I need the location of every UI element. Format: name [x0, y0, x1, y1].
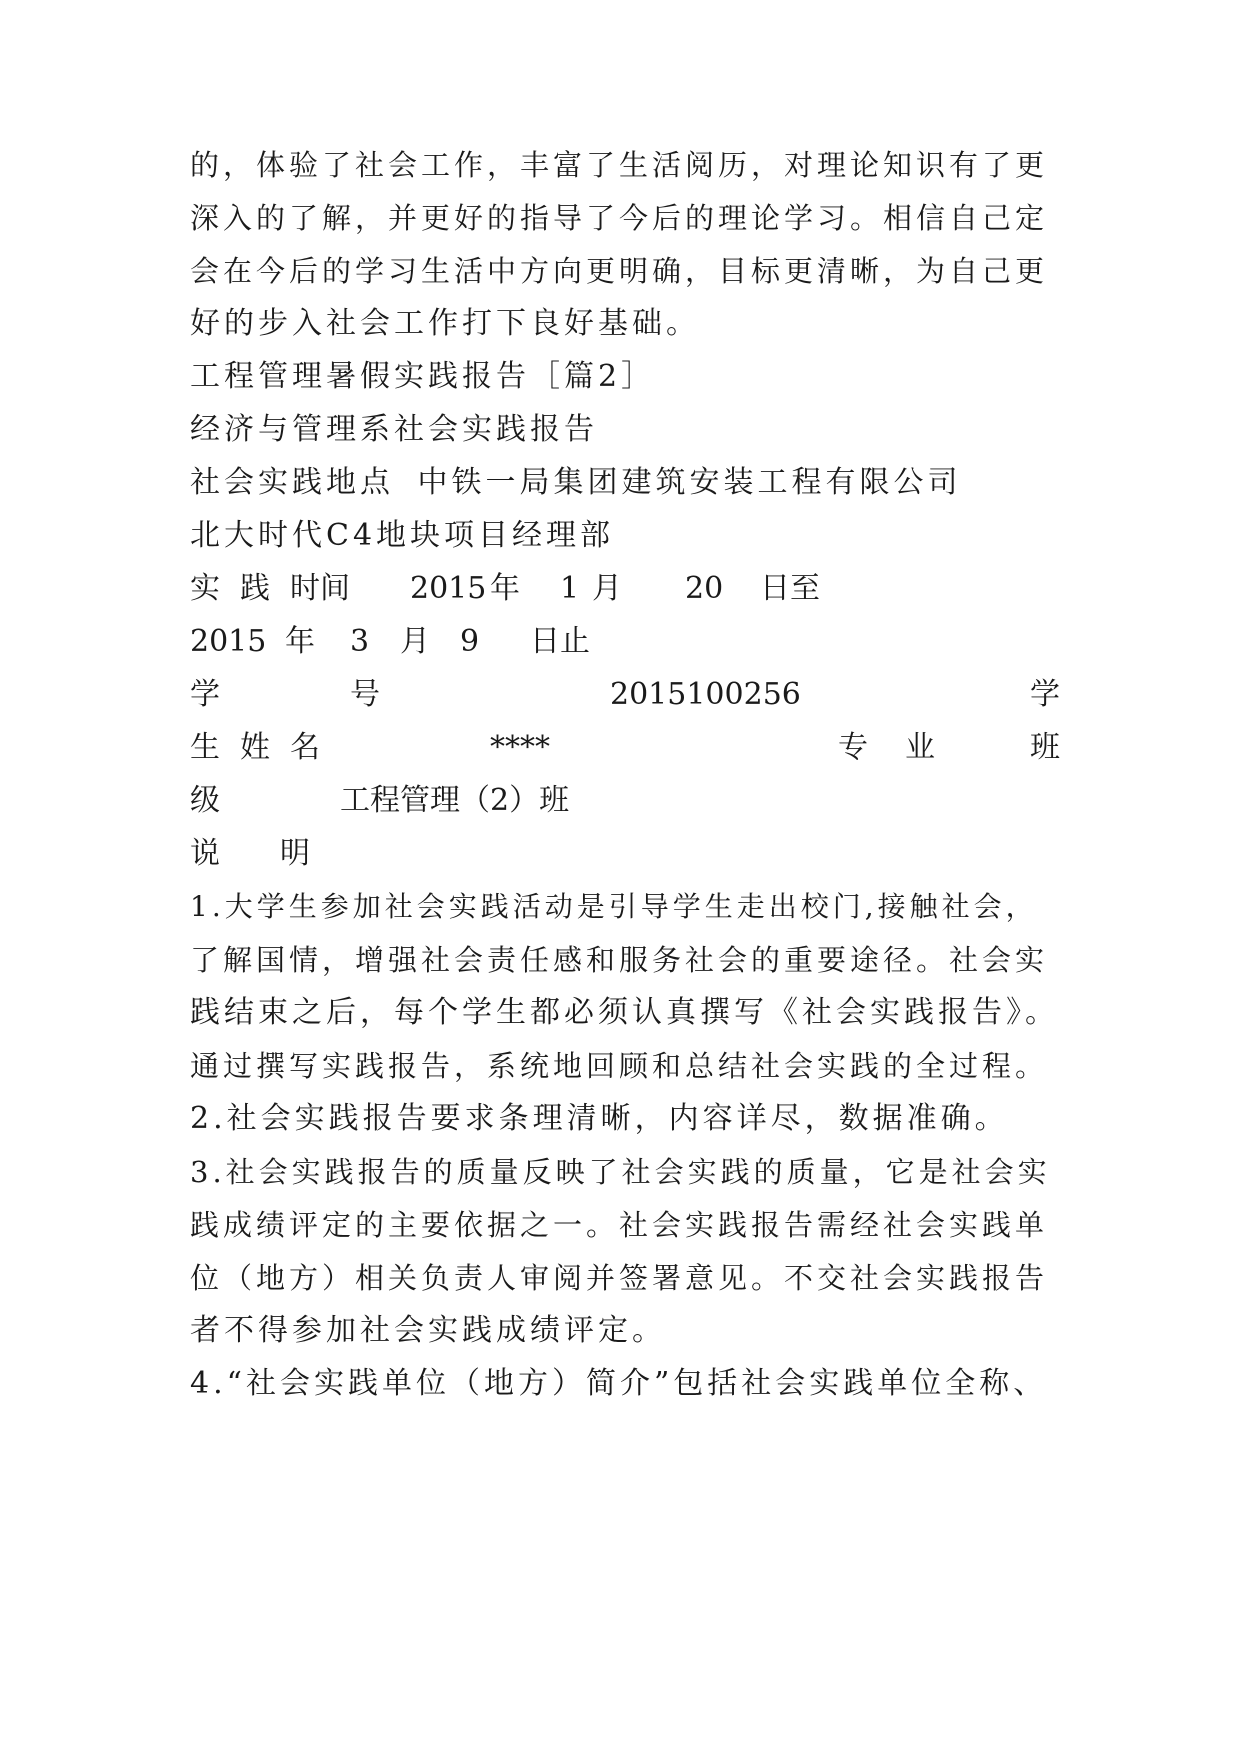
end-day: 9 — [460, 624, 480, 659]
notes-heading-char: 说 — [190, 836, 220, 871]
student-id-label-char: 号 — [350, 677, 380, 712]
month-char: 月 — [592, 571, 622, 606]
year-char: 年 — [490, 571, 520, 606]
note-line: 3.社会实践报告的质量反映了社会实践的质量，它是社会实 — [190, 1155, 1051, 1189]
end-suffix: 日止 — [530, 624, 590, 659]
class-row — [190, 779, 1050, 823]
student-name-value: **** — [490, 730, 550, 765]
time-label-char: 间 — [320, 571, 350, 606]
location-value-line2: 北大时代C4地块项目经理部 — [190, 518, 615, 553]
note-line: 1.大学生参加社会实践活动是引导学生走出校门,接触社会， — [190, 890, 1038, 923]
start-suffix: 日至 — [760, 571, 820, 606]
student-name-label-start: 学 — [1030, 677, 1060, 712]
month-char: 月 — [400, 624, 430, 659]
student-id-label-char: 学 — [190, 677, 220, 712]
student-name-label-char: 生 — [190, 730, 220, 765]
start-year: 2015 — [410, 571, 487, 606]
note-line: 位（地方）相关负责人审阅并签署意见。不交社会实践报告 — [190, 1261, 1049, 1295]
notes-heading-char: 明 — [280, 836, 310, 871]
time-row — [190, 567, 1050, 611]
student-id-row — [190, 673, 1060, 717]
section-heading: 工程管理暑假实践报告［篇2］ — [190, 359, 656, 394]
location-value: 中铁一局集团建筑安装工程有限公司 — [417, 465, 962, 500]
student-id-value: 2015100256 — [610, 677, 801, 712]
class-label-char: 班 — [1030, 730, 1060, 765]
time-label-char: 践 — [240, 571, 270, 606]
note-line: 2.社会实践报告要求条理清晰，内容详尽，数据准确。 — [190, 1101, 1009, 1136]
note-line: 通过撰写实践报告，系统地回顾和总结社会实践的全过程。 — [190, 1049, 1049, 1083]
report-title: 经济与管理系社会实践报告 — [190, 412, 598, 447]
student-name-label-char: 姓 — [240, 730, 270, 765]
start-month: 1 — [560, 571, 580, 606]
class-label-char: 业 — [905, 730, 935, 765]
note-line: 者不得参加社会实践成绩评定。 — [190, 1313, 666, 1348]
note-line: 4.“社会实践单位（地方）简介”包括社会实践单位全称、 — [190, 1366, 1048, 1401]
note-line: 践成绩评定的主要依据之一。社会实践报告需经社会实践单 — [190, 1208, 1049, 1242]
paragraph-line: 的，体验了社会工作，丰富了生活阅历，对理论知识有了更 — [190, 148, 1049, 182]
paragraph-line: 好的步入社会工作打下良好基础。 — [190, 306, 700, 341]
class-label-char: 专 — [838, 730, 868, 765]
note-line: 践结束之后，每个学生都必须认真撰写《社会实践报告》。 — [190, 995, 1059, 1030]
end-year: 2015 — [190, 624, 267, 659]
class-value: 工程管理（2）班 — [340, 783, 570, 818]
paragraph-line: 会在今后的学习生活中方向更明确，目标更清晰，为自己更 — [190, 254, 1049, 288]
student-name-row — [190, 726, 1060, 770]
start-day: 20 — [685, 571, 724, 606]
time-label-char: 时 — [290, 571, 320, 606]
class-label-char: 级 — [190, 783, 220, 818]
location-row — [190, 461, 1050, 505]
location-label: 社会实践地点 — [190, 465, 394, 500]
notes-heading — [190, 832, 1050, 876]
year-char: 年 — [285, 624, 315, 659]
note-line: 了解国情，增强社会责任感和服务社会的重要途径。社会实 — [190, 943, 1049, 977]
student-name-label-char: 名 — [290, 730, 320, 765]
time-row-end — [190, 620, 1050, 664]
time-label-char: 实 — [190, 571, 220, 606]
paragraph-line: 深入的了解，并更好的指导了今后的理论学习。相信自己定 — [190, 201, 1049, 235]
end-month: 3 — [350, 624, 370, 659]
